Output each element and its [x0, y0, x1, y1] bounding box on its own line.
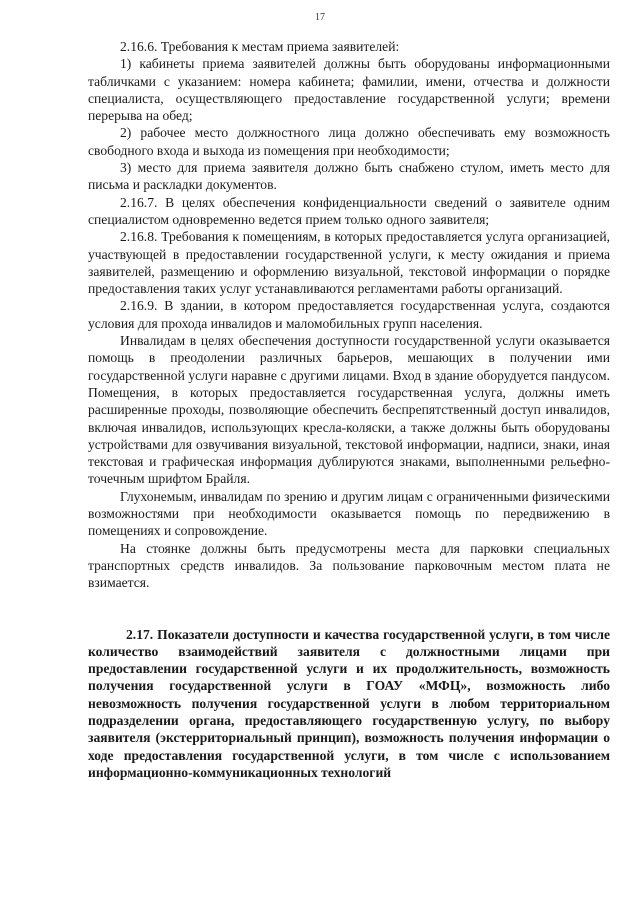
paragraph-2-16-8: 2.16.8. Требования к помещениям, в которых предоставляется услуга организацией, участвующей в предоставлении государственной услуги, к месту ожидания и приема заявителей, размещению и оформлению визуальной, текстовой информации о порядке предоставления таких услуг устанавливаются регламентами работы организаций. — [88, 229, 610, 297]
page-number: 17 — [315, 12, 325, 23]
list-item-3: 3) место для приема заявителя должно быть снабжено стулом, иметь место для письма и раскладки документов. — [88, 160, 610, 193]
section-spacer — [88, 592, 610, 609]
list-item-2: 2) рабочее место должностного лица должно обеспечивать ему возможность свободного входа и выхода из помещения при необходимости; — [88, 125, 610, 158]
paragraph-2-16-7: 2.16.7. В целях обеспечения конфиденциальности сведений о заявителе одним специалистом одновременно ведется прием только одного заявителя; — [88, 194, 610, 227]
section-spacer — [88, 609, 610, 626]
document-body — [88, 38, 610, 781]
paragraph-deaf-blind: Глухонемым, инвалидам по зрению и другим лицам с ограниченными физическими возможностями при необходимости оказывается помощь по передвижению в помещениях и сопровождение. — [88, 488, 610, 539]
paragraph-2-16-9: 2.16.9. В здании, в котором предоставляется государственная услуга, создаются условия для прохода инвалидов и маломобильных групп населения. — [88, 298, 610, 331]
paragraph-parking: На стоянке должны быть предусмотрены места для парковки специальных транспортных средств инвалидов. За пользование парковочным местом плата не взимается. — [88, 540, 610, 591]
list-item-1: 1) кабинеты приема заявителей должны быть оборудованы информационными табличками с указанием: номера кабинета; фамилии, имени, отчества и должности специалиста, осуществляющего предоставление государственной услуги; времени перерыва на обед; — [88, 56, 610, 124]
section-heading-2-17: 2.17. Показатели доступности и качества государственной услуги, в том числе количество взаимодействий заявителя с должностными лицами при предоставлении государственной услуги и их продолжительность, возможность получения государственной услуги в ГОАУ «МФЦ», возможность либо невозможность получения государственной услуги в любом территориальном подразделении органа, предоставляющего государственную услугу, по выбору заявителя (экстерриториальный принцип), возможность получения информации о ходе предоставления государственной услуги, в том числе с использованием информационно-коммуникационных технологий — [88, 626, 610, 780]
paragraph-disabled-access: Инвалидам в целях обеспечения доступности государственной услуги оказывается помощь в преодолении различных барьеров, мешающих в получении ими государственной услуги наравне с другими лицами. Вход в здание оборудуется пандусом. Помещения, в которых предоставляется государственная услуга, должны иметь расширенные проходы, позволяющие обеспечить беспрепятственный доступ инвалидов, включая инвалидов, использующих кресла-коляски, а также должны быть оборудованы устройствами для озвучивания визуальной, текстовой информации, надписи, знаки, иная текстовая и графическая информация дублируются знаками, выполненными рельефно-точечным шрифтом Брайля. — [88, 333, 610, 487]
paragraph-2-16-6: 2.16.6. Требования к местам приема заявителей: — [120, 39, 400, 54]
